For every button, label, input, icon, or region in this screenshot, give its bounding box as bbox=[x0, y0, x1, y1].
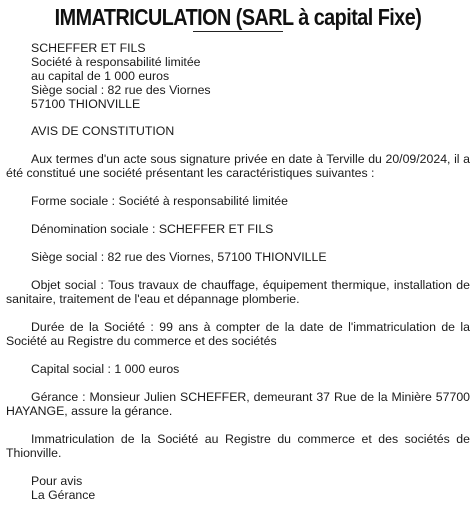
company-capital: au capital de 1 000 euros bbox=[31, 69, 170, 83]
paragraph-denomination: Dénomination sociale : SCHEFFER ET FILS bbox=[31, 222, 274, 236]
paragraph-immatriculation: Immatriculation de la Société au Registre du commerce et des sociétés de Thionville. bbox=[6, 432, 470, 460]
paragraph-gerance: Gérance : Monsieur Julien SCHEFFER, demeurant 37 Rue de la Minière 57700 HAYANGE, assure la gérance. bbox=[6, 390, 470, 418]
paragraph-siege-social: Siège social : 82 rue des Viornes, 57100 THIONVILLE bbox=[31, 250, 327, 264]
signature-block bbox=[6, 474, 470, 502]
paragraph-duree: Durée de la Société : 99 ans à compter de la date de l'immatriculation de la Société au Registre du commerce et des sociétés bbox=[6, 320, 470, 348]
signature-line-2: La Gérance bbox=[31, 488, 96, 502]
notice-heading: AVIS DE CONSTITUTION bbox=[31, 124, 175, 138]
signature-line-1: Pour avis bbox=[31, 474, 83, 488]
company-name: SCHEFFER ET FILS bbox=[31, 41, 146, 55]
paragraph-objet-social: Objet social : Tous travaux de chauffage, équipement thermique, installation de sanitaire, traitement de l'eau et dépannage plomberie. bbox=[6, 278, 470, 306]
paragraph-intro: Aux termes d'un acte sous signature privée en date à Terville du 20/09/2024, il a été constitué une société présentant les caractéristiques suivantes : bbox=[6, 152, 470, 180]
company-seat: Siège social : 82 rue des Viornes bbox=[31, 83, 211, 97]
company-city: 57100 THIONVILLE bbox=[31, 97, 141, 111]
paragraph-forme-sociale: Forme sociale : Société à responsabilité limitée bbox=[31, 194, 288, 208]
company-block bbox=[6, 41, 470, 111]
title-underline bbox=[193, 31, 283, 32]
notice-title: IMMATRICULATION (SARL à capital Fixe) bbox=[54, 4, 422, 30]
paragraph-capital: Capital social : 1 000 euros bbox=[31, 362, 180, 376]
company-form: Société à responsabilité limitée bbox=[31, 55, 201, 69]
